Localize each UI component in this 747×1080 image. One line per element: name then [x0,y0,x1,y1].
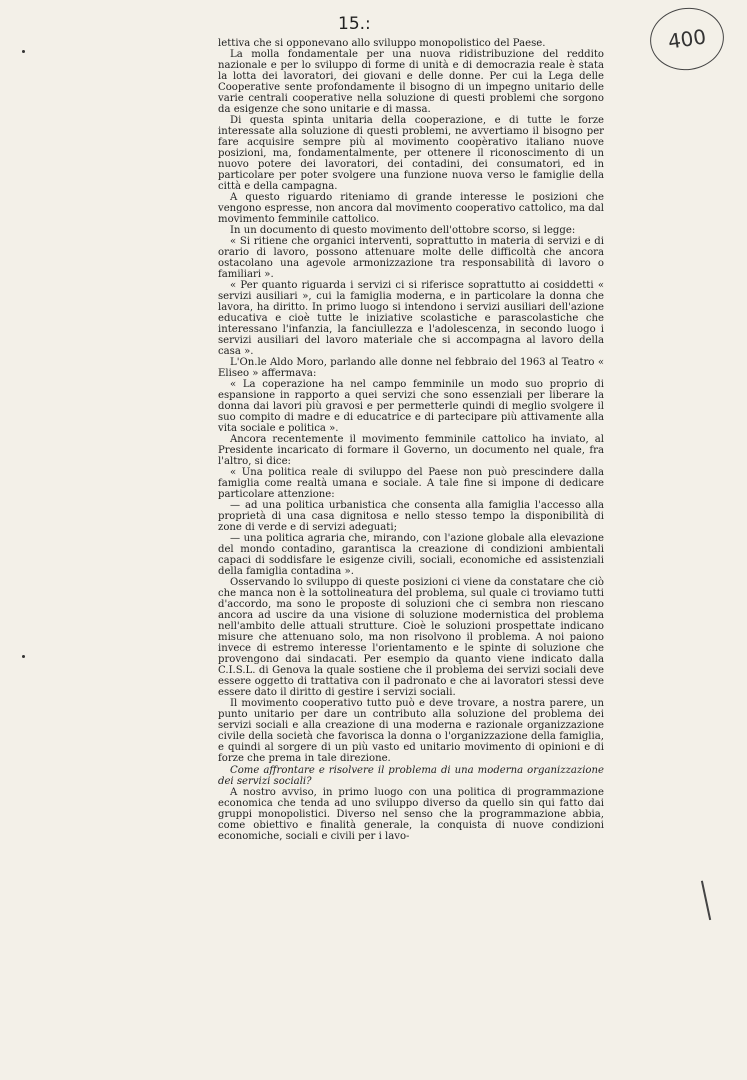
quote-paragraph: « Una politica reale di sviluppo del Paese non può prescindere dalla famiglia come realtà umana e sociale. A tale fine si impone di dedicare particolare attenzione: [218,467,604,500]
quote-paragraph: — ad una politica urbanistica che consenta alla famiglia l'accesso alla proprietà di una casa dignitosa e nello stesso tempo la disponibilità di zone di verde e di servizi adeguati; [218,500,604,533]
page-number: 15.: [338,14,371,34]
archive-stamp: 400 [646,3,728,75]
paragraph: A nostro avviso, in primo luogo con una politica di programmazione economica che tenda ad uno sviluppo diverso da quello sin qui fatto dai gruppi monopolistici. Diverso nel senso che la programmazione abbia, come obiettivo e finalità generale, la conquista di nuove condizioni economiche, sociali e civili per i lavo- [218,787,604,842]
quote-paragraph: « La coperazione ha nel campo femminile un modo suo proprio di espansione in rapporto a quei servizi che sono essenziali per liberare la donna dai lavori più gravosi e per permetterle quindi di meglio svolgere il suo compito di madre e di educatrice e di partecipare più attivamente alla vita sociale e politica ». [218,379,604,434]
paragraph: Osservando lo sviluppo di queste posizioni ci viene da constatare che ciò che manca non è la sottolineatura del problema, sul quale ci troviamo tutti d'accordo, ma sono le proposte di soluzioni che ci sembra non riescano ancora ad uscire da una visione di soluzione modernistica del problema nell'ambito delle attuali strutture. Cioè le soluzioni prospettate indicano misure che attenuano solo, ma non risolvono il problema. A noi paiono invece di estremo interesse l'orientamento e le spinte di soluzione che provengono dai sindacati. Per esempio da quanto viene indicato dalla C.I.S.L. di Genova la quale sostiene che il problema dei servizi sociali deve essere oggetto di trattativa con il padronato e che ai lavoratori stessi deve essere dato il diritto di gestire i servizi sociali. [218,577,604,698]
paragraph: L'On.le Aldo Moro, parlando alle donne nel febbraio del 1963 al Teatro « Eliseo » affermava: [218,357,604,379]
margin-stroke [701,880,715,920]
paragraph: In un documento di questo movimento dell'ottobre scorso, si legge: [230,225,576,236]
margin-dot [22,655,25,658]
quote-paragraph: — una politica agraria che, mirando, con l'azione globale alla elevazione del mondo contadino, garantisca la creazione di condizioni ambientali capaci di soddisfare le esigenze civili, sociali, economiche ed assistenziali della famiglia contadina ». [218,533,604,577]
paragraph: La molla fondamentale per una nuova ridistribuzione del reddito nazionale e per lo sviluppo di forme di unità e di democrazia reale è stata la lotta dei lavoratori, dei giovani e delle donne. Per cui la Lega delle Cooperative sente profondamente il bisogno di un impegno unitario delle varie centrali cooperative nella soluzione di questi problemi che sorgono da esigenze che sono unitarie e di massa. [218,49,604,115]
paragraph: lettiva che si opponevano allo sviluppo monopolistico del Paese. [218,38,546,49]
paragraph: Il movimento cooperativo tutto può e deve trovare, a nostra parere, un punto unitario per dare un contributo alla soluzione del problema dei servizi sociali e alla creazione di una moderna e razionale organizzazione civile della società che favorisca la donna o l'organizzazione della famiglia, e quindi al sorgere di un più vasto ed unitario movimento di opinioni e di forze che prema in tale direzione. [218,698,604,764]
section-question: Come affrontare e risolvere il problema di una moderna organizzazione dei servizi sociali? [218,765,604,787]
margin-dot [22,50,25,53]
paragraph: A questo riguardo riteniamo di grande interesse le posizioni che vengono espresse, non ancora dal movimento cooperativo cattolico, ma dal movimento femminile cattolico. [218,192,604,225]
paragraph: Di questa spinta unitaria della cooperazione, e di tutte le forze interessate alla soluzione di questi problemi, ne avvertiamo il bisogno per fare acquisire sempre più al movimento coopèrativo italiano nuove posizioni, ma, fondamentalmente, per ottenere il riconoscimento di un nuovo potere dei lavoratori, dei contadini, dei consumatori, ed in particolare per poter svolgere una funzione nuova verso le famiglie della città e della campagna. [218,115,604,192]
quote-paragraph: « Si ritiene che organici interventi, soprattutto in materia di servizi e di orario di lavoro, possono attenuare molte delle difficoltà che ancora ostacolano una agevole armonizzazione tra responsabilità di lavoro o familiari ». [218,236,604,280]
paragraph: Ancora recentemente il movimento femminile cattolico ha inviato, al Presidente incaricato di formare il Governo, un documento nel quale, fra l'altro, si dice: [218,434,604,467]
document-body [218,38,604,842]
quote-paragraph: « Per quanto riguarda i servizi ci si riferisce soprattutto ai cosiddetti « servizi ausiliari », cui la famiglia moderna, e in particolare la donna che lavora, ha diritto. In primo luogo si intendono i servizi ausiliari dell'azione educativa e cioè tutte le iniziative scolastiche e parascolastiche che interessano l'infanzia, la fanciullezza e l'adolescenza, in secondo luogo i servizi ausiliari del lavoro materiale che si accompagna al lavoro della casa ». [218,280,604,357]
